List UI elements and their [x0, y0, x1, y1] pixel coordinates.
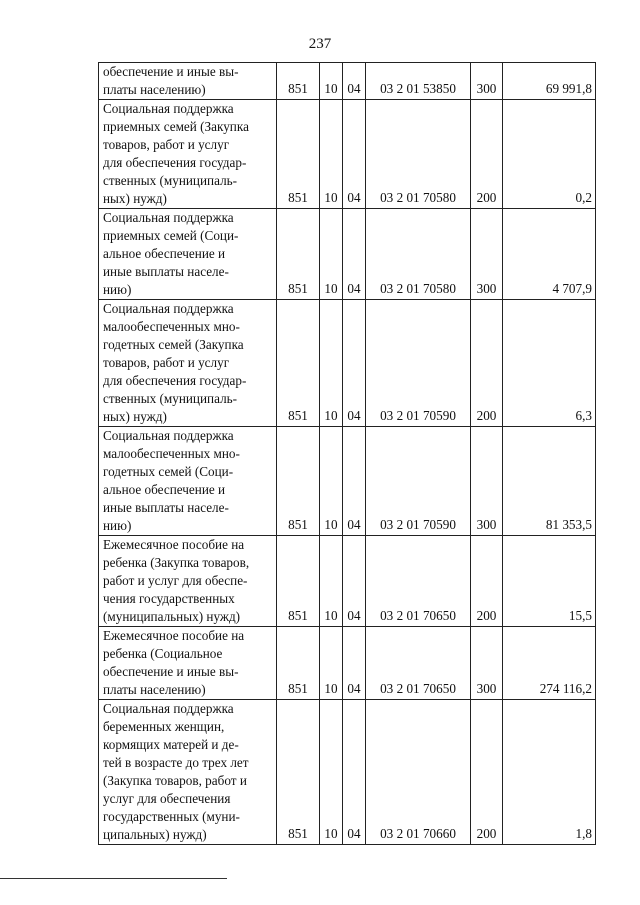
description-line: (муниципальных) нужд) — [103, 609, 241, 624]
description-line: альное обеспечение и — [103, 246, 226, 261]
section-code-cell: 10 — [320, 627, 343, 700]
target-article-cell: 03 2 01 70660 — [366, 700, 471, 845]
description-line: (Закупка товаров, работ и — [103, 773, 247, 788]
amount-cell: 274 116,2 — [503, 627, 596, 700]
description-line: ципальных) нужд) — [103, 827, 207, 842]
row-description — [99, 209, 277, 300]
row-description — [99, 300, 277, 427]
expense-type-cell: 300 — [471, 627, 503, 700]
footer-divider — [0, 878, 227, 879]
ministry-code-cell: 851 — [277, 536, 320, 627]
expense-type-cell: 200 — [471, 536, 503, 627]
expense-type-cell: 300 — [471, 427, 503, 536]
subsection-code-cell: 04 — [343, 300, 366, 427]
target-article-cell: 03 2 01 70590 — [366, 300, 471, 427]
description-line: альное обеспечение и — [103, 482, 226, 497]
table-row — [99, 300, 596, 427]
description-line: нию) — [103, 282, 132, 297]
table-row — [99, 209, 596, 300]
description-line: обеспечение и иные вы- — [103, 664, 239, 679]
description-line: ребенка (Закупка товаров, — [103, 555, 250, 570]
description-line: Ежемесячное пособие на — [103, 628, 245, 643]
row-description — [99, 427, 277, 536]
description-line: приемных семей (Закупка — [103, 119, 249, 134]
ministry-code-cell: 851 — [277, 209, 320, 300]
amount-cell: 0,2 — [503, 100, 596, 209]
description-line: нию) — [103, 518, 132, 533]
description-line: кормящих матерей и де- — [103, 737, 239, 752]
description-line: тей в возрасте до трех лет — [103, 755, 249, 770]
description-line: товаров, работ и услуг — [103, 137, 230, 152]
expense-type-cell: 200 — [471, 100, 503, 209]
table-row — [99, 536, 596, 627]
row-description — [99, 627, 277, 700]
description-line: для обеспечения государ- — [103, 373, 247, 388]
description-line: иные выплаты населе- — [103, 264, 229, 279]
description-line: малообеспеченных мно- — [103, 319, 240, 334]
subsection-code-cell: 04 — [343, 427, 366, 536]
description-line: Социальная поддержка — [103, 101, 234, 116]
amount-cell: 1,8 — [503, 700, 596, 845]
description-line: годетных семей (Соци- — [103, 464, 234, 479]
description-line: Социальная поддержка — [103, 701, 234, 716]
description-line: годетных семей (Закупка — [103, 337, 244, 352]
description-line: ственных (муниципаль- — [103, 391, 238, 406]
row-description — [99, 100, 277, 209]
description-line: ных) нужд) — [103, 191, 167, 206]
description-line: государственных (муни- — [103, 809, 240, 824]
section-code-cell: 10 — [320, 100, 343, 209]
section-code-cell: 10 — [320, 700, 343, 845]
row-description — [99, 536, 277, 627]
description-line: Социальная поддержка — [103, 301, 234, 316]
budget-table-body — [99, 63, 596, 845]
ministry-code-cell: 851 — [277, 427, 320, 536]
amount-cell: 6,3 — [503, 300, 596, 427]
section-code-cell: 10 — [320, 209, 343, 300]
section-code-cell: 10 — [320, 536, 343, 627]
description-line: малообеспеченных мно- — [103, 446, 240, 461]
subsection-code-cell: 04 — [343, 209, 366, 300]
description-line: обеспечение и иные вы- — [103, 64, 239, 79]
expense-type-cell: 300 — [471, 63, 503, 100]
table-row — [99, 427, 596, 536]
expense-type-cell: 200 — [471, 700, 503, 845]
row-description — [99, 700, 277, 845]
subsection-code-cell: 04 — [343, 536, 366, 627]
subsection-code-cell: 04 — [343, 63, 366, 100]
subsection-code-cell: 04 — [343, 700, 366, 845]
amount-cell: 69 991,8 — [503, 63, 596, 100]
description-line: ственных (муниципаль- — [103, 173, 238, 188]
target-article-cell: 03 2 01 70650 — [366, 536, 471, 627]
description-line: чения государственных — [103, 591, 235, 606]
description-line: для обеспечения государ- — [103, 155, 247, 170]
description-line: услуг для обеспечения — [103, 791, 231, 806]
target-article-cell: 03 2 01 70590 — [366, 427, 471, 536]
description-line: товаров, работ и услуг — [103, 355, 230, 370]
subsection-code-cell: 04 — [343, 100, 366, 209]
description-line: платы населению) — [103, 682, 206, 697]
description-line: Ежемесячное пособие на — [103, 537, 245, 552]
description-line: ных) нужд) — [103, 409, 167, 424]
target-article-cell: 03 2 01 70580 — [366, 100, 471, 209]
description-line: приемных семей (Соци- — [103, 228, 239, 243]
target-article-cell: 03 2 01 53850 — [366, 63, 471, 100]
table-row — [99, 700, 596, 845]
description-line: Социальная поддержка — [103, 210, 234, 225]
target-article-cell: 03 2 01 70650 — [366, 627, 471, 700]
ministry-code-cell: 851 — [277, 700, 320, 845]
description-line: Социальная поддержка — [103, 428, 234, 443]
ministry-code-cell: 851 — [277, 100, 320, 209]
ministry-code-cell: 851 — [277, 300, 320, 427]
table-row — [99, 627, 596, 700]
expense-type-cell: 200 — [471, 300, 503, 427]
description-line: беременных женщин, — [103, 719, 225, 734]
amount-cell: 15,5 — [503, 536, 596, 627]
description-line: ребенка (Социальное — [103, 646, 223, 661]
target-article-cell: 03 2 01 70580 — [366, 209, 471, 300]
section-code-cell: 10 — [320, 427, 343, 536]
page-number: 237 — [308, 36, 332, 52]
description-line: работ и услуг для обеспе- — [103, 573, 248, 588]
table-row — [99, 100, 596, 209]
ministry-code-cell: 851 — [277, 627, 320, 700]
row-description — [99, 63, 277, 100]
ministry-code-cell: 851 — [277, 63, 320, 100]
section-code-cell: 10 — [320, 300, 343, 427]
amount-cell: 81 353,5 — [503, 427, 596, 536]
description-line: иные выплаты населе- — [103, 500, 229, 515]
table-row — [99, 63, 596, 100]
section-code-cell: 10 — [320, 63, 343, 100]
budget-table — [98, 62, 596, 845]
expense-type-cell: 300 — [471, 209, 503, 300]
description-line: платы населению) — [103, 82, 206, 97]
subsection-code-cell: 04 — [343, 627, 366, 700]
amount-cell: 4 707,9 — [503, 209, 596, 300]
